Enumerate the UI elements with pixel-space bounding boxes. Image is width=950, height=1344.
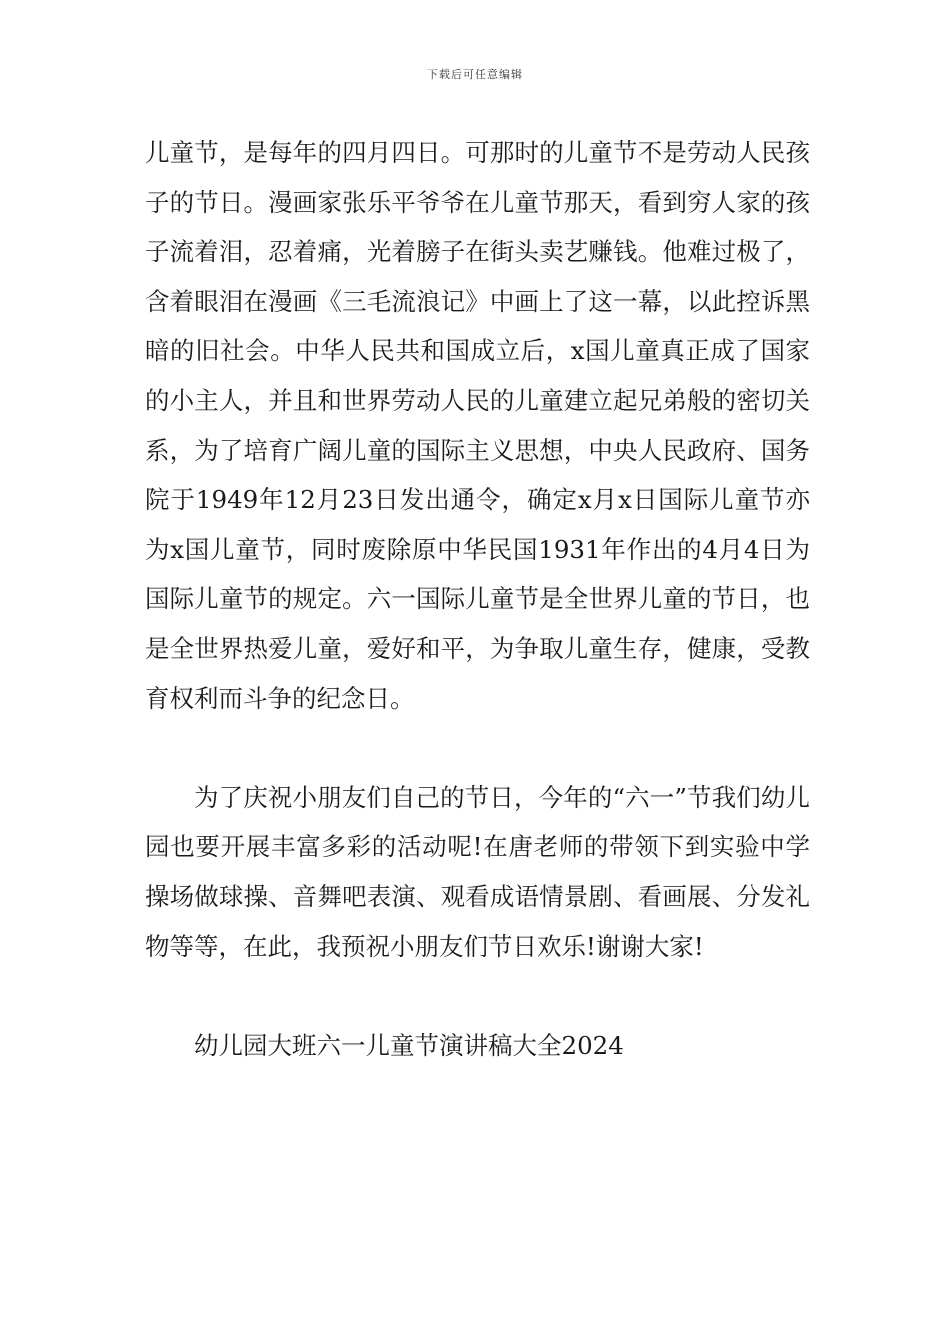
paragraph-celebration: 为了庆祝小朋友们自己的节日，今年的“六一”节我们幼儿园也要开展丰富多彩的活动呢!在唐老师的带领下到实验中学操场做球操、音舞吧表演、观看成语情景剧、看画展、分发礼物等等，在此，我预祝小朋友们节日欢乐!谢谢大家! xyxy=(145,782,810,961)
next-section-title: 幼儿园大班六一儿童节演讲稿大全2024 xyxy=(194,1030,624,1060)
paragraph-history: 儿童节，是每年的四月四日。可那时的儿童节不是劳动人民孩子的节日。漫画家张乐平爷爷在儿童节那天，看到穷人家的孩子流着泪，忍着痛，光着膀子在街头卖艺赚钱。他难过极了，含着眼泪在漫画《三毛流浪记》中画上了这一幕，以此控诉黑暗的旧社会。中华人民共和国成立后，x国儿童真正成了国家的小主人，并且和世界劳动人民的儿童建立起兄弟般的密切关系，为了培育广阔儿童的国际主义思想，中央人民政府、国务院于1949年12月23日发出通令，确定x月x日国际儿童节亦为x国儿童节，同时废除原中华民国1931年作出的4月4日为国际儿童节的规定。六一国际儿童节是全世界儿童的节日，也是全世界热爱儿童，爱好和平，为争取儿童生存，健康，受教育权利而斗争的纪念日。 xyxy=(145,138,810,713)
document-body xyxy=(145,128,810,1070)
page-header: 下载后可任意编辑 xyxy=(427,68,523,81)
